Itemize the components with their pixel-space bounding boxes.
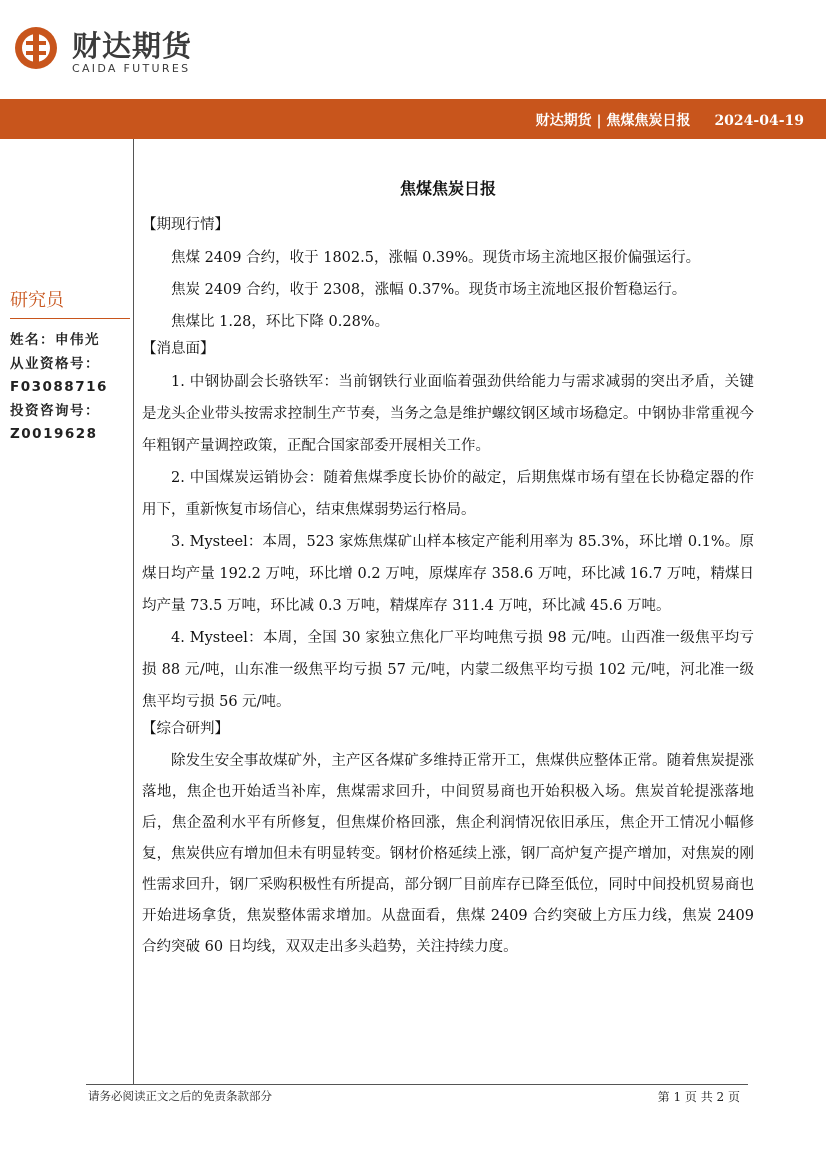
consulting-label: 投资咨询号： bbox=[10, 402, 100, 419]
sidebar-divider bbox=[133, 139, 134, 1084]
analyst-title-underline bbox=[10, 318, 130, 319]
market-line-coke: 焦炭 2409 合约，收于 2308，涨幅 0.37%。现货市场主流地区报价暂稳运行。 bbox=[171, 282, 687, 298]
header-banner bbox=[0, 99, 826, 139]
qualification-number: F03088716 bbox=[10, 379, 108, 395]
market-line-coking-coal: 焦煤 2409 合约，收于 1802.5，涨幅 0.39%。现货市场主流地区报价偏强运行。 bbox=[171, 250, 701, 266]
analyst-title: 研究员 bbox=[10, 290, 64, 311]
report-title: 焦煤焦炭日报 bbox=[399, 179, 496, 198]
analyst-name: 姓名：申伟光 bbox=[10, 332, 100, 348]
qualification-label: 从业资格号： bbox=[10, 355, 100, 372]
footer-divider bbox=[86, 1084, 748, 1085]
section-heading-market: 【期现行情】 bbox=[142, 217, 229, 233]
footer-disclaimer: 请务必阅读正文之后的免责条款部分 bbox=[88, 1089, 272, 1103]
section-heading-summary: 【综合研判】 bbox=[142, 721, 229, 737]
analyst-panel bbox=[10, 286, 132, 447]
news-item-1: 1. 中钢协副会长骆铁军：当前钢铁行业面临着强劲供给能力与需求减弱的突出矛盾，关键是龙头企业带头按需求控制生产节奏，当务之急是维护螺纹钢区域市场稳定。中钢协非常重视今年粗钢产量调控政策，正配合国家部委开展相关工作。 bbox=[142, 374, 754, 454]
logo-chinese-name: 财达期货 bbox=[72, 29, 193, 63]
market-line-ratio: 焦煤比 1.28，环比下降 0.28%。 bbox=[171, 314, 390, 330]
news-section bbox=[142, 366, 754, 718]
logo-english-name: CAIDA FUTURES bbox=[72, 62, 191, 75]
caida-logo-icon bbox=[14, 26, 58, 70]
report-body bbox=[142, 176, 754, 963]
page-number: 第 1 页 共 2 页 bbox=[657, 1090, 740, 1104]
news-item-2: 2. 中国煤炭运销协会：随着焦煤季度长协价的敲定，后期焦煤市场有望在长协稳定器的作用下，重新恢复市场信心，结束焦煤弱势运行格局。 bbox=[142, 470, 754, 518]
news-item-3: 3. Mysteel：本周，523 家炼焦煤矿山样本核定产能利用率为 85.3%，环比增 0.1%。原煤日均产量 192.2 万吨，环比增 0.2 万吨，原煤库存 358.6 万吨，环比减 16.7 万吨，精煤日均产量 73.5 万吨，环比减 0.3 万吨，精煤库存 311.4 万吨，环比减 45.6 万吨。 bbox=[142, 534, 754, 614]
section-heading-news: 【消息面】 bbox=[142, 341, 215, 357]
banner-date: 2024-04-19 bbox=[714, 113, 804, 129]
summary-paragraph: 除发生安全事故煤矿外，主产区各煤矿多维持正常开工，焦煤供应整体正常。随着焦炭提涨落地，焦企也开始适当补库，焦煤需求回升，中间贸易商也开始积极入场。焦炭首轮提涨落地后，焦企盈利水平有所修复，但焦煤价格回涨，焦企利润情况依旧承压，焦企开工情况小幅修复，焦炭供应有增加但未有明显转变。钢材价格延续上涨，钢厂高炉复产提产增加，对焦炭的刚性需求回升，钢厂采购积极性有所提高，部分钢厂目前库存已降至低位，同时中间投机贸易商也开始进场拿货，焦炭整体需求增加。从盘面看，焦煤 2409 合约突破上方压力线，焦炭 2409 合约突破 60 日均线，双双走出多头趋势，关注持续力度。 bbox=[142, 753, 754, 955]
market-section bbox=[142, 242, 754, 338]
company-logo bbox=[14, 22, 234, 78]
news-item-4: 4. Mysteel：本周，全国 30 家独立焦化厂平均吨焦亏损 98 元/吨。山西准一级焦平均亏损 88 元/吨，山东准一级焦平均亏损 57 元/吨，内蒙二级焦平均亏损 102 元/吨，河北准一级焦平均亏损 56 元/吨。 bbox=[142, 630, 754, 710]
consulting-number: Z0019628 bbox=[10, 426, 98, 442]
banner-text bbox=[536, 110, 804, 130]
banner-report-label: 财达期货 | 焦煤焦炭日报 bbox=[535, 113, 691, 129]
